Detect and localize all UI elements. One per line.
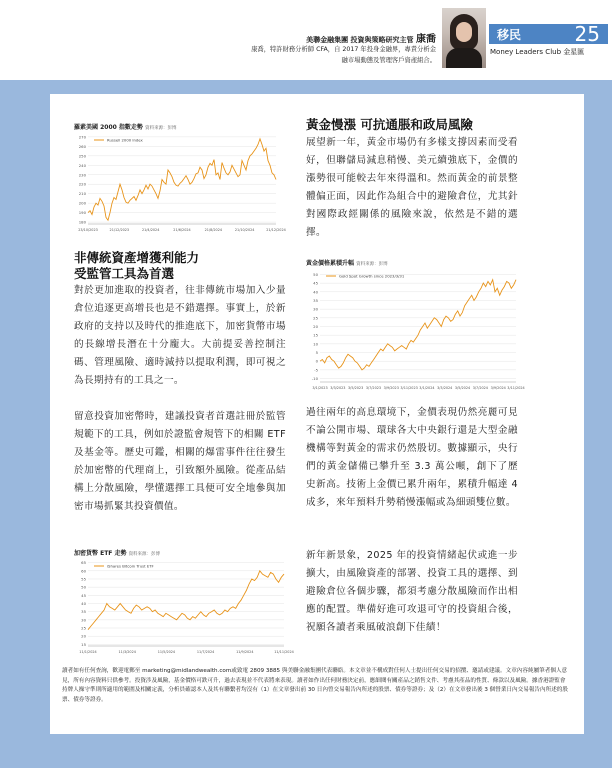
y-tick-label: 50: [81, 584, 86, 590]
x-tick-label: 23/10/2023: [78, 228, 98, 232]
y-tick-label: 40: [313, 289, 318, 295]
author-photo: [442, 8, 486, 68]
x-tick-label: 21/10/2024: [234, 228, 255, 232]
chart-source: 資料來源：彭博: [144, 126, 177, 131]
x-tick-label: 21/12/2023: [109, 228, 130, 232]
y-tick-label: 260: [78, 143, 86, 149]
y-tick-label: 20: [313, 324, 318, 329]
y-tick-label: 220: [78, 181, 86, 187]
legend-label: iShares Bitcoin Trust ETF: [107, 563, 154, 569]
y-tick-label: 30: [81, 617, 86, 623]
x-tick-label: 21/6/2024: [173, 228, 191, 232]
x-tick-label: 11/11/2024: [274, 650, 294, 654]
x-tick-label: 3/7/2023: [365, 386, 382, 390]
x-tick-label: 3/9/2023: [383, 386, 399, 390]
y-tick-label: 25: [81, 625, 86, 631]
gold-chart: [306, 258, 525, 396]
y-tick-label: 5: [315, 350, 318, 356]
y-tick-label: 60: [81, 568, 86, 574]
club-badge: [489, 24, 608, 44]
x-tick-label: 11/3/2024: [118, 650, 136, 654]
gold-chart-plot: [306, 267, 525, 396]
legend-label: Gold Spot Growth since 2023/3/31: [339, 273, 405, 279]
y-tick-label: 190: [78, 210, 86, 216]
y-tick-label: -10: [311, 376, 318, 382]
series-line: [88, 139, 276, 220]
club-en-text: Money Leaders Club: [490, 48, 562, 56]
author-title: 美聯金融集團 投資與策略研究主管: [306, 36, 414, 44]
russell-chart-title: [74, 122, 176, 131]
y-tick-label: 65: [81, 560, 86, 566]
page-header: [0, 0, 612, 80]
y-tick-label: 270: [78, 134, 86, 140]
y-tick-label: 45: [313, 280, 318, 286]
chart-source: 資料來源：彭博: [128, 552, 161, 557]
y-tick-label: 15: [81, 641, 86, 647]
x-tick-label: 11/1/2024: [79, 650, 97, 654]
x-tick-label: 3/1/2024: [419, 386, 435, 390]
y-tick-label: 20: [81, 633, 86, 639]
crypto-chart-plot: [74, 557, 294, 660]
x-tick-label: 21/4/2024: [141, 228, 160, 232]
russell-chart: [74, 122, 286, 238]
crypto-paragraph-1: 對於更加進取的投資者，往非傳統市場加入少量倉位追逐更高增長也是不錯選擇。事實上，於新政府的支持以及時代的推進底下，加密貨幣市場的長線增長潛在十分龐大。大前提妥善控制注碼、管理風險、適時減持以提取利潤，即可視之為長期持有的工具之一。: [74, 285, 286, 386]
chart-title-text: 加密貨幣 ETF 走勢: [74, 550, 127, 557]
y-tick-label: 210: [78, 191, 86, 197]
crypto-heading-line2: 受監管工具為首選: [74, 266, 175, 281]
x-tick-label: 11/7/2024: [196, 650, 215, 654]
y-tick-label: 10: [313, 341, 318, 347]
y-tick-label: 0: [315, 358, 318, 364]
x-tick-label: 3/5/2024: [454, 386, 471, 390]
x-tick-label: 3/9/2024: [490, 386, 506, 390]
x-tick-label: 21/12/2024: [266, 228, 286, 232]
x-tick-label: 11/9/2024: [236, 650, 254, 654]
page-number: 25: [574, 22, 600, 46]
club-label: 移民: [497, 28, 522, 42]
chart-title-text: 黃金價格累積升幅: [306, 260, 355, 267]
y-tick-label: 25: [313, 315, 318, 321]
x-tick-label: 3/11/2023: [400, 386, 418, 390]
y-tick-label: 50: [313, 271, 318, 277]
x-tick-label: 3/11/2024: [507, 386, 525, 390]
y-tick-label: 55: [81, 576, 86, 582]
y-tick-label: 180: [78, 219, 86, 225]
x-tick-label: 3/5/2023: [348, 386, 364, 390]
y-tick-label: 200: [78, 200, 86, 206]
disclaimer-footer: 讀者如有任何查詢，歡迎電郵至 marketing@midlandwealth.com或致電 2809 3885 與美聯金融集團代表聯絡。本文章並不構成對任何人士提出任何交易的招攬、邀請或建議。文章內容純屬筆者個人意見，所有內容資料只供參考。投資涉及風險，基金價格可跌可升，過去表現並不代表將來表現。讀者如作出任何財務決定前，應細閱有關產品之銷售文件、考慮其產品的性質、條款以及風險。據香港證監會持牌人操守準則所適用的範圍及相關定義，分析員確認本人及其有聯繫者均沒有（1）在文章發出前 30 日內曾交易報告內所述的股票、債券等證券；及（2）在文章發出後 3 個營業日內交易報告內所述的股票、債券等證券。: [62, 668, 568, 703]
author-title-line: [306, 30, 436, 45]
crypto-chart-title: [74, 548, 160, 557]
y-tick-label: -5: [314, 367, 318, 373]
author-name: 康喬: [416, 34, 436, 45]
y-tick-label: 240: [78, 162, 86, 168]
x-tick-label: 3/1/2023: [312, 386, 328, 390]
crypto-heading: [74, 250, 284, 282]
author-description: 康喬，特許財務分析師 CFA，自 2017 年投身金融界，專責分析金融市場動態及管理客戶資產組合。: [251, 46, 436, 64]
gold-chart-title: [306, 258, 388, 267]
x-tick-label: 3/7/2024: [472, 386, 488, 390]
y-tick-label: 35: [81, 609, 86, 615]
chart-title-text: 羅素美國 2000 指數走勢: [74, 124, 143, 131]
x-tick-label: 3/3/2024: [437, 386, 453, 390]
y-tick-label: 230: [78, 172, 86, 178]
y-tick-label: 250: [78, 153, 86, 159]
gold-heading: 黃金慢漲 可抗通脹和政局風險: [306, 117, 473, 132]
gold-paragraph-3: 新年新景象，2025 年的投資情緒起伏或進一步擴大，由風險資產的部署、投資工具的選擇、到避險倉位各個步驟，都須考慮分散風險而作出相應的配置。準備好進可攻退可守的投資組合後，祝願各讀者乘風破浪創下佳績！: [306, 550, 518, 633]
club-en-suffix: 金星匯: [563, 48, 585, 56]
gold-paragraph-2: 過往兩年的高息環境下，金價表現仍然亮麗可見不論公開市場、環球各大中央銀行還是大型金融機構等對黃金的需求仍然殷切。數據顯示，央行們的黃金儲備已攀升至 3.3 萬公噸，創下了歷史新高。技術上金價已累升兩年，累積升幅達 4 成多，來年預料升勢稍慢漲幅或為細頭雙位數。: [306, 407, 518, 508]
series-line: [88, 571, 284, 630]
russell-chart-plot: [74, 131, 286, 238]
x-tick-label: 3/3/2023: [330, 386, 346, 390]
y-tick-label: 35: [313, 297, 318, 303]
y-tick-label: 45: [81, 592, 86, 598]
y-tick-label: 40: [81, 601, 86, 606]
legend-label: Russell 2000 Index: [107, 137, 143, 143]
crypto-chart: [74, 548, 294, 660]
series-line: [320, 280, 516, 370]
crypto-heading-line1: 非傳統資產增獲利能力: [74, 250, 200, 265]
y-tick-label: 15: [313, 332, 318, 338]
x-tick-label: 21/8/2024: [204, 228, 223, 232]
chart-source: 資料來源：彭博: [356, 262, 388, 267]
x-tick-label: 11/5/2024: [157, 650, 176, 654]
y-tick-label: 30: [313, 306, 318, 312]
gold-paragraph-1: 展望新一年，黃金市場仍有多樣支撐因素而受看好，但聯儲局減息稍慢、美元續強底下，金價的漲勢很可能較去年來得溫和。然而黃金的前景整體偏正面，因此作為組合中的避險倉位，尤其針對國際政經關係的風險來說，依然是不錯的選擇。: [306, 137, 518, 238]
club-english-name: [490, 47, 584, 57]
crypto-paragraph-2: 留意投資加密幣時，建議投資者首選註冊於監管規範下的工具，例如於證監會規管下的相關 ETF 及基金等。歷史可鑑，相關的爆雷事件往往發生於加密幣的代理商上，引致額外風險。從產品結構上分散風險，學懂選擇工具便可安全地參與加密市場抓緊其投資價值。: [74, 411, 286, 512]
